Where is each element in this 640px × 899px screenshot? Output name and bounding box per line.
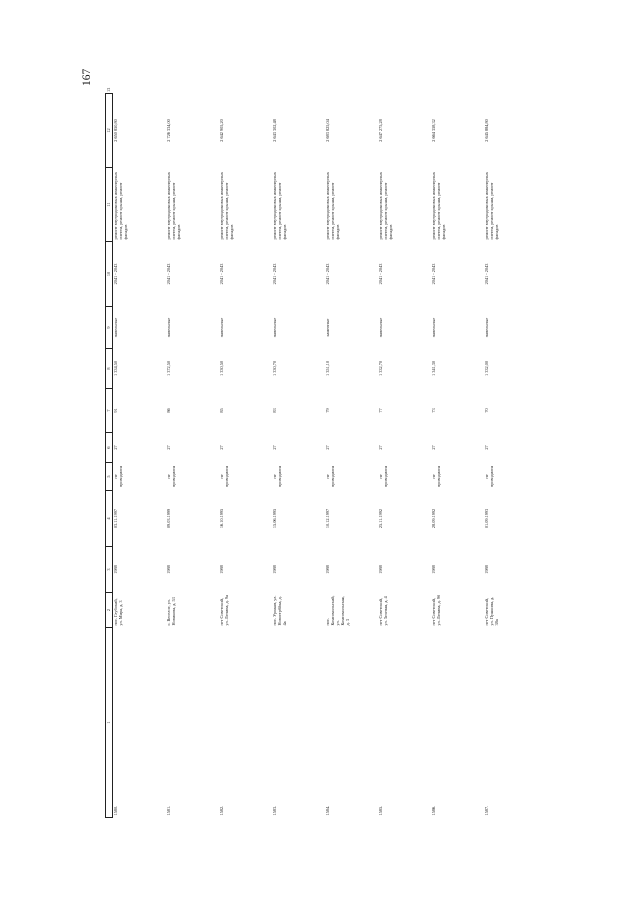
works-cell: ремонт внутридомовых инженерных систем, ремонт крыши, ремонт фасадов <box>378 172 393 240</box>
build-year-cell: 1988 <box>431 565 436 574</box>
value-cell: 91 <box>113 408 118 413</box>
address-cell: пос. Комсомольский, ул. Комсомольская, д. 3 <box>325 595 350 626</box>
wall-material-cell: панельные <box>378 317 383 338</box>
period-cell: 2041 - 2043 <box>219 263 224 285</box>
row-number: 1583. <box>272 805 277 816</box>
status-cell: не проводился <box>325 465 335 488</box>
value-cell: 27 <box>219 445 224 450</box>
row-number: 1582. <box>219 805 224 816</box>
wall-material-cell: панельные <box>166 317 171 338</box>
date-cell: 15.06.1995 <box>272 508 277 529</box>
address-cell: пос. Урожан, ул. Новострбйка, д. 4а <box>272 595 287 626</box>
wall-material-cell: панельные <box>219 317 224 338</box>
status-cell: не проводился <box>219 465 229 488</box>
row-number: 1580. <box>113 805 118 816</box>
cost-cell: 2 645 884,80 <box>484 119 489 142</box>
address-cell: пгт Советский, ул. Ленина, д. 9б <box>431 594 441 626</box>
works-cell: ремонт внутридомовых инженерных систем, ремонт крыши, ремонт фасадов <box>219 172 234 240</box>
cost-cell: 2 642 905,20 <box>219 119 224 142</box>
date-cell: 01.09.1993 <box>484 508 489 529</box>
row-number: 1587. <box>484 805 489 816</box>
period-cell: 2041 - 2043 <box>113 263 118 285</box>
value-cell: 85 <box>219 408 224 413</box>
value-cell: 27 <box>272 445 277 450</box>
works-cell: ремонт внутридомовых инженерных систем, ремонт крыши, ремонт фасадов <box>113 172 128 240</box>
column-header: 8 <box>106 349 113 389</box>
cost-cell: 2 650 850,80 <box>113 119 118 142</box>
address-cell: пгт Советский, ул. Ленина, д. 9а <box>219 595 229 626</box>
works-cell: ремонт внутридомовых инженерных систем, ремонт крыши, ремонт фасадов <box>484 172 499 240</box>
wall-material-cell: панельные <box>272 317 277 338</box>
address-cell: с. Веселое, ул. Новикова, д. 53 <box>166 597 176 626</box>
cost-cell: 2 726 334,00 <box>166 119 171 142</box>
date-cell: 10.12.1997 <box>325 508 330 529</box>
column-header: 6 <box>106 433 113 463</box>
build-year-cell: 1988 <box>166 565 171 574</box>
status-cell: не проводился <box>272 465 282 488</box>
date-cell: 25.11.1992 <box>378 508 383 529</box>
table-row <box>113 94 167 818</box>
period-cell: 2041 - 2043 <box>378 263 383 285</box>
works-cell: ремонт внутридомовых инженерных систем, ремонт крыши, ремонт фасадов <box>272 172 287 240</box>
area-cell: 1 330,70 <box>272 360 277 377</box>
value-cell: 27 <box>431 445 436 450</box>
column-header-row: 1 2 3 4 5 6 7 8 9 10 11 12 13 <box>106 94 113 818</box>
column-header: 11 <box>106 168 113 242</box>
cost-cell: 2 643 302,48 <box>272 119 277 142</box>
row-number: 1584. <box>325 805 330 816</box>
column-header: 4 <box>106 491 113 547</box>
cost-cell: 2 683 825,04 <box>325 119 330 142</box>
value-cell: 27 <box>113 445 118 450</box>
date-cell: 28.09.1992 <box>431 508 436 529</box>
column-header: 7 <box>106 389 113 433</box>
wall-material-cell: панельные <box>484 317 489 338</box>
cost-cell: 2 647 275,28 <box>378 119 383 142</box>
area-cell: 1 372,50 <box>166 360 171 377</box>
date-cell: 09.03.1999 <box>166 508 171 529</box>
value-cell: 79 <box>325 408 330 413</box>
column-header: 9 <box>106 307 113 349</box>
area-cell: 1 332,00 <box>484 360 489 377</box>
column-header: 2 <box>106 593 113 628</box>
table-row <box>378 94 431 818</box>
period-cell: 2041 - 2043 <box>166 263 171 285</box>
value-cell: 83 <box>272 408 277 413</box>
value-cell: 73 <box>431 408 436 413</box>
column-header: 10 <box>106 242 113 307</box>
table-row <box>325 94 378 818</box>
status-cell: не проводился <box>378 465 388 488</box>
wall-material-cell: каменные <box>325 318 330 337</box>
date-cell: 03.11.1997 <box>113 508 118 529</box>
page-number: 167 <box>81 68 93 86</box>
row-number: 1581. <box>166 805 171 816</box>
works-cell: ремонт внутридомовых инженерных систем, ремонт крыши, ремонт фасадов <box>166 172 181 240</box>
area-cell: 1 332,70 <box>378 360 383 377</box>
area-cell: 1 334,50 <box>113 360 118 377</box>
value-cell: 27 <box>166 445 171 450</box>
period-cell: 2041 - 2043 <box>272 263 277 285</box>
value-cell: 70 <box>484 408 489 413</box>
table-row <box>166 94 219 818</box>
table-row <box>431 94 484 818</box>
build-year-cell: 1988 <box>378 565 383 574</box>
works-cell: ремонт внутридомовых инженерных систем, ремонт крыши, ремонт фасадов <box>431 172 446 240</box>
cost-cell: 2 664 358,32 <box>431 119 436 142</box>
works-cell: ремонт внутридомовых инженерных систем, ремонт крыши, ремонт фасадов <box>325 172 340 240</box>
table-row <box>272 94 325 818</box>
area-cell: 1 330,50 <box>219 360 224 377</box>
table-row <box>484 94 537 818</box>
address-cell: пгт Советский, ул. Зеленая, д. 4 <box>378 596 388 626</box>
column-header: 5 <box>106 463 113 491</box>
column-header: 3 <box>106 547 113 593</box>
table-row <box>219 94 272 818</box>
wall-material-cell: панельные <box>431 317 436 338</box>
period-cell: 2041 - 2043 <box>484 263 489 285</box>
row-number: 1586. <box>431 805 436 816</box>
address-cell: пос. Глубокий, ул. Мира, д. 3 <box>113 598 123 626</box>
column-header: 1 <box>106 628 113 818</box>
build-year-cell: 1988 <box>272 565 277 574</box>
area-cell: 1 351,10 <box>325 360 330 377</box>
value-cell: 86 <box>166 408 171 413</box>
build-year-cell: 1988 <box>484 565 489 574</box>
value-cell: 27 <box>325 445 330 450</box>
housing-repair-table <box>105 87 537 818</box>
address-cell: пгт Советский, ул. Пушкина, д. 38а <box>484 596 499 626</box>
column-header: 12 <box>106 94 113 168</box>
date-cell: 16.10.1995 <box>219 508 224 529</box>
status-cell: не проводился <box>431 465 441 488</box>
rotated-table-container <box>105 87 525 818</box>
row-number: 1585. <box>378 805 383 816</box>
status-cell: не проводился <box>484 465 494 488</box>
wall-material-cell: панельные <box>113 317 118 338</box>
build-year-cell: 1988 <box>113 565 118 574</box>
period-cell: 2041 - 2043 <box>325 263 330 285</box>
period-cell: 2041 - 2043 <box>431 263 436 285</box>
status-cell: не проводился <box>166 465 176 488</box>
build-year-cell: 1988 <box>325 565 330 574</box>
build-year-cell: 1988 <box>219 565 224 574</box>
area-cell: 1 341,30 <box>431 360 436 377</box>
status-cell: не проводился <box>113 465 123 488</box>
value-cell: 27 <box>378 445 383 450</box>
value-cell: 77 <box>378 408 383 413</box>
value-cell: 27 <box>484 445 489 450</box>
